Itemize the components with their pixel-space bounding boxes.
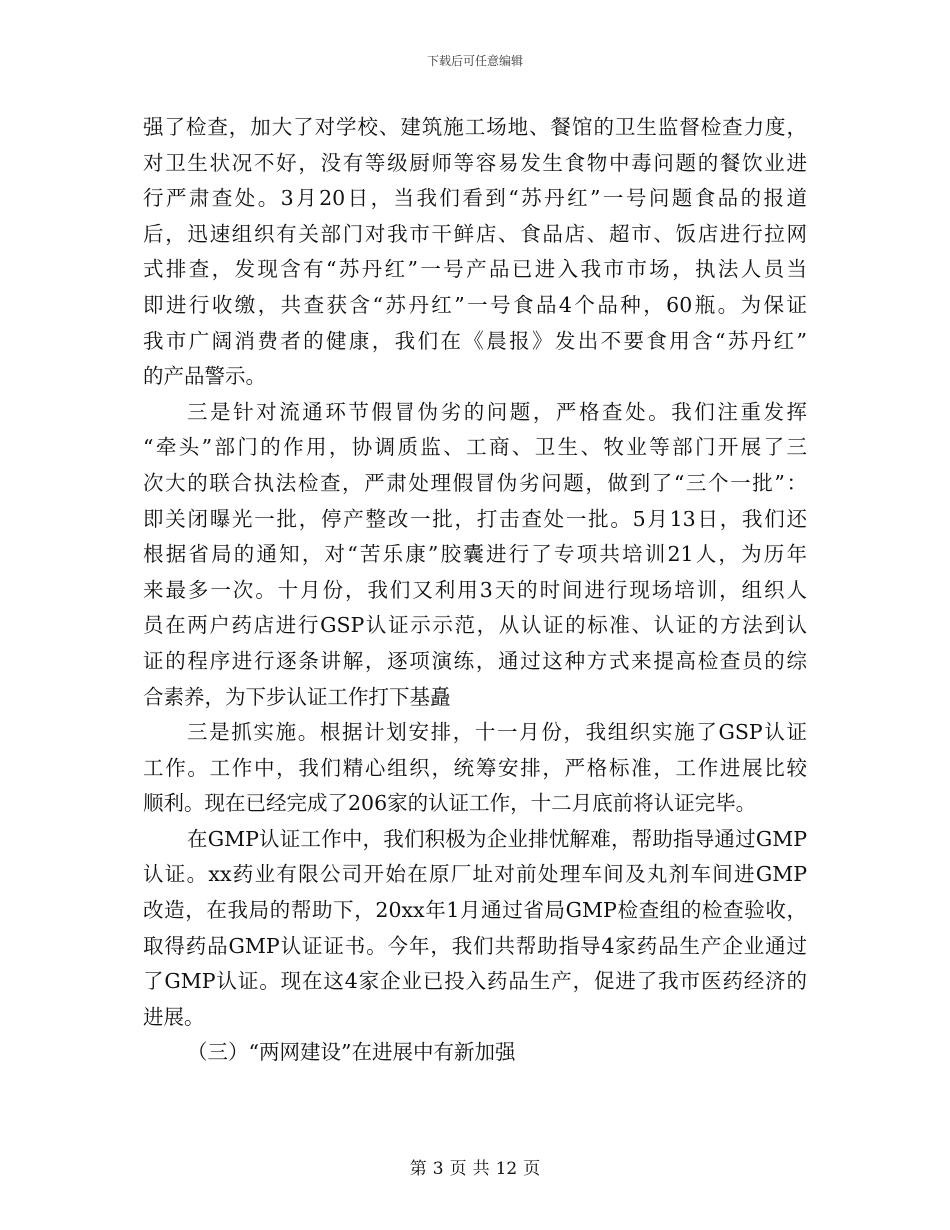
text-line: 进展。 xyxy=(143,1004,205,1029)
text-line: 次大的联合执法检查，严肃处理假冒伪劣问题，做到了“三个一批”： xyxy=(143,470,807,495)
text-line: 对卫生状况不好，没有等级厨师等容易发生食物中毒问题的餐饮业进 xyxy=(143,150,807,175)
text-line: 顺利。现在已经完成了206家的认证工作，十二月底前将认证完毕。 xyxy=(143,791,757,816)
text-line: 认证。xx药业有限公司开始在原厂址对前处理车间及丸剂车间进GMP xyxy=(143,862,807,887)
section-heading: （三）“两网建设”在进展中有新加强 xyxy=(187,1040,516,1065)
total-unit: 页 xyxy=(523,1159,541,1179)
text-line: 式排查，发现含有“苏丹红”一号产品已进入我市市场，执法人员当 xyxy=(143,257,807,282)
text-line: 我市广阔消费者的健康，我们在《晨报》发出不要食用含“苏丹红” xyxy=(143,328,807,353)
paragraph-start-line: 三是抓实施。根据计划安排，十一月份，我组织实施了GSP认证 xyxy=(187,720,807,745)
page-header: 下载后可任意编辑 xyxy=(426,54,523,68)
text-line: 合素养，为下步认证工作打下基矗 xyxy=(143,684,451,709)
text-line: 取得药品GMP认证证书。今年，我们共帮助指导4家药品生产企业通过 xyxy=(143,933,807,958)
total-pages-number: 12 xyxy=(495,1159,518,1179)
text-line: 后，迅速组织有关部门对我市干鲜店、食品店、超市、饭店进行拉网 xyxy=(143,221,807,246)
paragraph-start-line: 三是针对流通环节假冒伪劣的问题，严格查处。我们注重发挥 xyxy=(187,399,807,424)
text-line: 证的程序进行逐条讲解，逐项演练，通过这种方式来提高检查员的综 xyxy=(143,648,807,673)
text-line: 即关闭曝光一批，停产整改一批，打击查处一批。5月13日，我们还 xyxy=(143,506,807,531)
page-unit: 页 xyxy=(449,1159,467,1179)
text-line: 改造，在我局的帮助下，20xx年1月通过省局GMP检查组的检查验收， xyxy=(143,898,807,923)
current-page-number: 3 xyxy=(432,1159,444,1179)
document-body xyxy=(143,110,807,1071)
text-line: 强了检查，加大了对学校、建筑施工场地、餐馆的卫生监督检查力度， xyxy=(143,115,807,139)
total-label: 共 xyxy=(472,1159,490,1179)
paragraph-start-line: 在GMP认证工作中，我们积极为企业排忧解难，帮助指导通过GMP xyxy=(187,826,807,851)
text-line: 即进行收缴，共查获含“苏丹红”一号食品4个品种，60瓶。为保证 xyxy=(143,292,807,317)
text-line: 行严肃查处。3月20日，当我们看到“苏丹红”一号问题食品的报道 xyxy=(143,186,807,211)
page-footer xyxy=(0,1154,950,1179)
page-label: 第 xyxy=(409,1159,427,1179)
text-line: “牵头”部门的作用，协调质监、工商、卫生、牧业等部门开展了三 xyxy=(143,435,807,460)
text-line: 根据省局的通知，对“苦乐康”胶囊进行了专项共培训21人，为历年 xyxy=(143,542,807,567)
text-line: 工作。工作中，我们精心组织，统筹安排，严格标准，工作进展比较 xyxy=(143,755,807,780)
text-line: 员在两户药店进行GSP认证示示范，从认证的标准、认证的方法到认 xyxy=(143,613,807,638)
text-line: 来最多一次。十月份，我们又利用3天的时间进行现场培训，组织人 xyxy=(143,577,807,602)
text-line: 的产品警示。 xyxy=(143,364,266,389)
text-line: 了GMP认证。现在这4家企业已投入药品生产，促进了我市医药经济的 xyxy=(143,969,807,994)
